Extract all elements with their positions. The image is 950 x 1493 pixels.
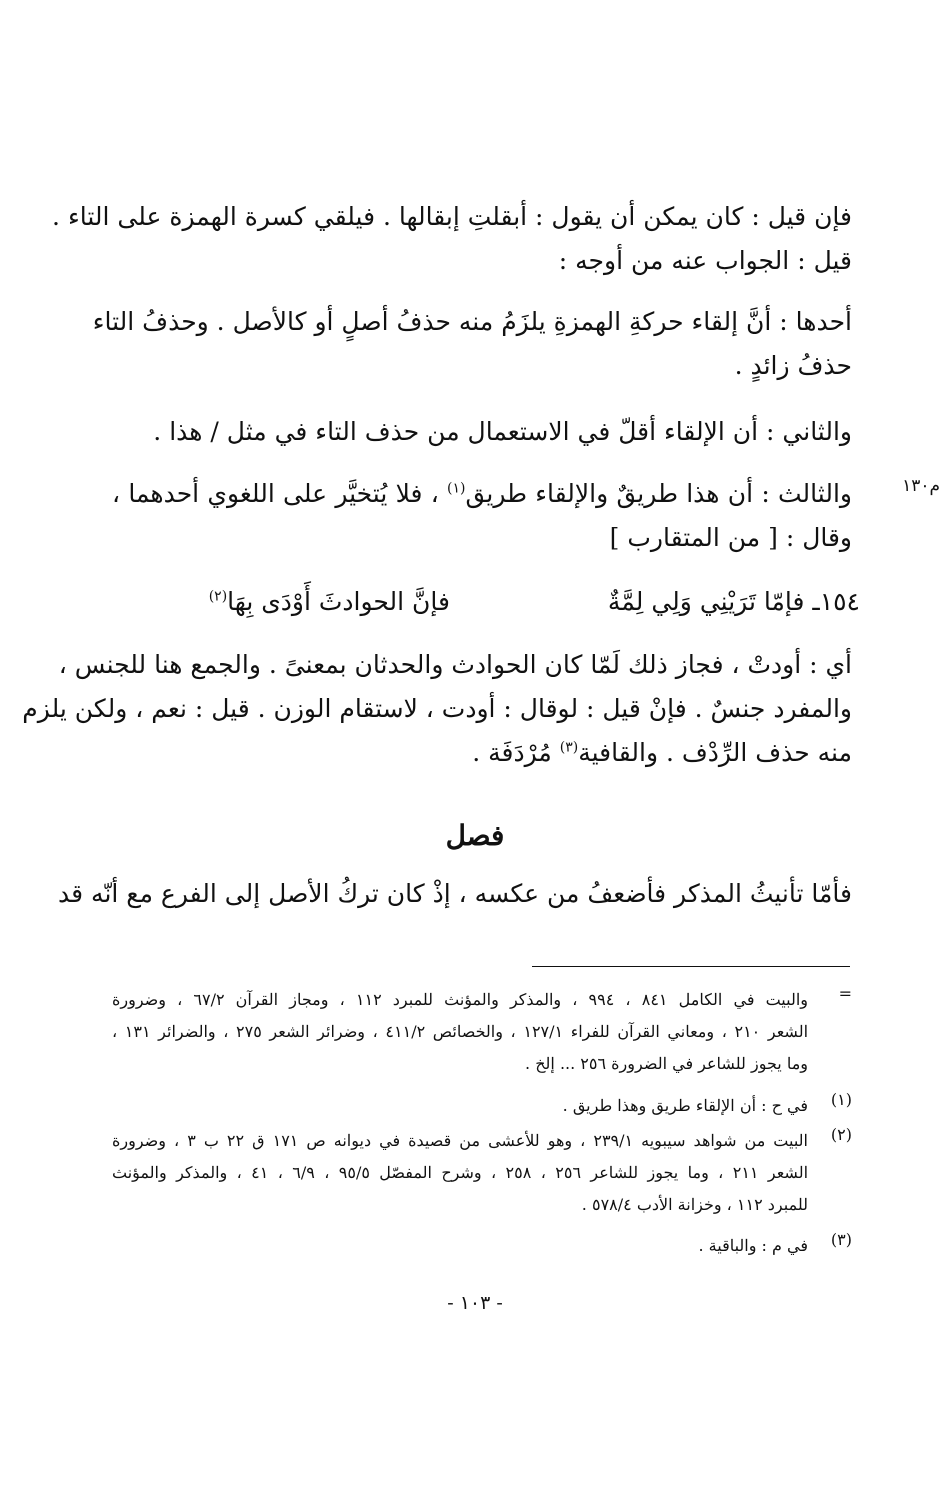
- footnote-marker: (٣): [830, 1230, 852, 1249]
- poem-verse-154: [110, 580, 860, 624]
- footnote-marker: (١): [830, 1090, 852, 1109]
- footnote-3: [112, 1230, 852, 1262]
- text-line: حذفُ زائدٍ .: [734, 351, 852, 380]
- text-line: والثاني : أن الإلقاء أقلّ في الاستعمال من حذف التاء في مثل / هذا .: [153, 417, 852, 446]
- text-line: [112, 731, 852, 775]
- footnote-line: في ح : أن الإلقاء طريق وهذا طريق .: [562, 1096, 808, 1115]
- footnote-line: الشعر ٢١١ ، وما يجوز للشاعر ٢٥٦ ، ٢٥٨ ، وشرح المفصّل ٩٥/٥ ، ٦/٩ ، ٤١ ، والمذكر والمؤنث: [112, 1163, 809, 1182]
- footnote-2: [112, 1125, 852, 1221]
- text-span: ، فلا يُتخيَّر على اللغوي أحدهما ،: [112, 479, 448, 508]
- paragraph-objection: [52, 195, 852, 283]
- text-line: فأمّا تأنيثُ المذكر فأضعفُ من عكسه ، إذْ كان تركُ الأصل إلى الفرع مع أنّه قد: [58, 879, 852, 908]
- footnote-marker: =: [838, 984, 852, 1003]
- text-span: منه حذف الرِّدْف . والقافية: [578, 738, 852, 767]
- text-line: والمفرد جنسٌ . فإنْ قيل : لوقال : أودت ، لاستقام الوزن . قيل : نعم ، ولكن يلزم: [22, 694, 852, 723]
- footnote-line: والبيت في الكامل ٨٤١ ، ٩٩٤ ، والمذكر والمؤنث للمبرد ١١٢ ، ومجاز القرآن ٦٧/٢ ، وضرورة: [112, 990, 809, 1009]
- text-span: فإنَّ الحوادثَ أَوْدَى بِهَا: [227, 587, 450, 616]
- poem-second-hemistich: [110, 580, 450, 624]
- paragraph-first-reason: [92, 300, 852, 388]
- text-span: مُرْدَفَة .: [472, 738, 560, 767]
- paragraph-third-reason: [112, 472, 852, 560]
- footnote-ref-2[interactable]: (٢): [208, 588, 228, 605]
- text-line: قيل : الجواب عنه من أوجه :: [558, 246, 852, 275]
- footnote-line: البيت من شواهد سيبويه ٢٣٩/١ ، وهو للأعشى من قصيدة في ديوانه ص ١٧١ ق ٢٢ ب ٣ ، وضرورة: [112, 1131, 808, 1150]
- footnote-line: في م : والباقية .: [698, 1236, 808, 1255]
- page-number: - ١٠٣ -: [447, 1292, 503, 1314]
- text-line: أي : أودتْ ، فجاز ذلك لَمّا كان الحوادث والحدثان بمعنىً . والجمع هنا للجنس ،: [58, 650, 852, 679]
- footnote-continuation: [112, 984, 852, 1080]
- margin-page-reference: م١٣٠: [902, 476, 940, 496]
- poem-first-hemistich: ١٥٤ـ فإمّا تَرَيْنِي وَلِي لِمَّةٌ: [607, 587, 860, 616]
- text-line: وقال : [ من المتقارب ]: [609, 523, 852, 552]
- footnote-separator: [532, 966, 850, 967]
- footnote-1: [112, 1090, 852, 1122]
- section-heading: فصل: [445, 819, 505, 852]
- paragraph-section-start: [58, 872, 852, 916]
- footnote-line: الشعر ٢١٠ ، ومعاني القرآن للفراء ١٢٧/١ ، والخصائص ٤١١/٢ ، وضرائر الشعر ٢٧٥ ، والضرائر ١٣١ ،: [112, 1022, 809, 1041]
- footnote-line: وما يجوز للشاعر في الضرورة ٢٥٦ ... إلخ .: [525, 1054, 808, 1073]
- paragraph-explanation: [22, 643, 852, 775]
- paragraph-second-reason: [112, 410, 852, 454]
- text-line: [112, 472, 852, 516]
- footnote-line: للمبرد ١١٢ ، وخزانة الأدب ٥٧٨/٤ .: [581, 1195, 808, 1214]
- text-span: والثالث : أن هذا طريقٌ والإلقاء طريق: [465, 479, 852, 508]
- footnote-ref-3[interactable]: (٣): [559, 739, 579, 756]
- footnote-ref-1[interactable]: (١): [447, 480, 466, 497]
- text-line: أحدها : أنَّ إلقاء حركةِ الهمزةِ يلزَمُ منه حذفُ أصلٍ أو كالأصل . وحذفُ التاء: [92, 307, 852, 336]
- text-line: فإن قيل : كان يمكن أن يقول : أبقلتِ إبقالها . فيلقي كسرة الهمزة على التاء .: [52, 202, 852, 231]
- footnote-marker: (٢): [830, 1125, 852, 1144]
